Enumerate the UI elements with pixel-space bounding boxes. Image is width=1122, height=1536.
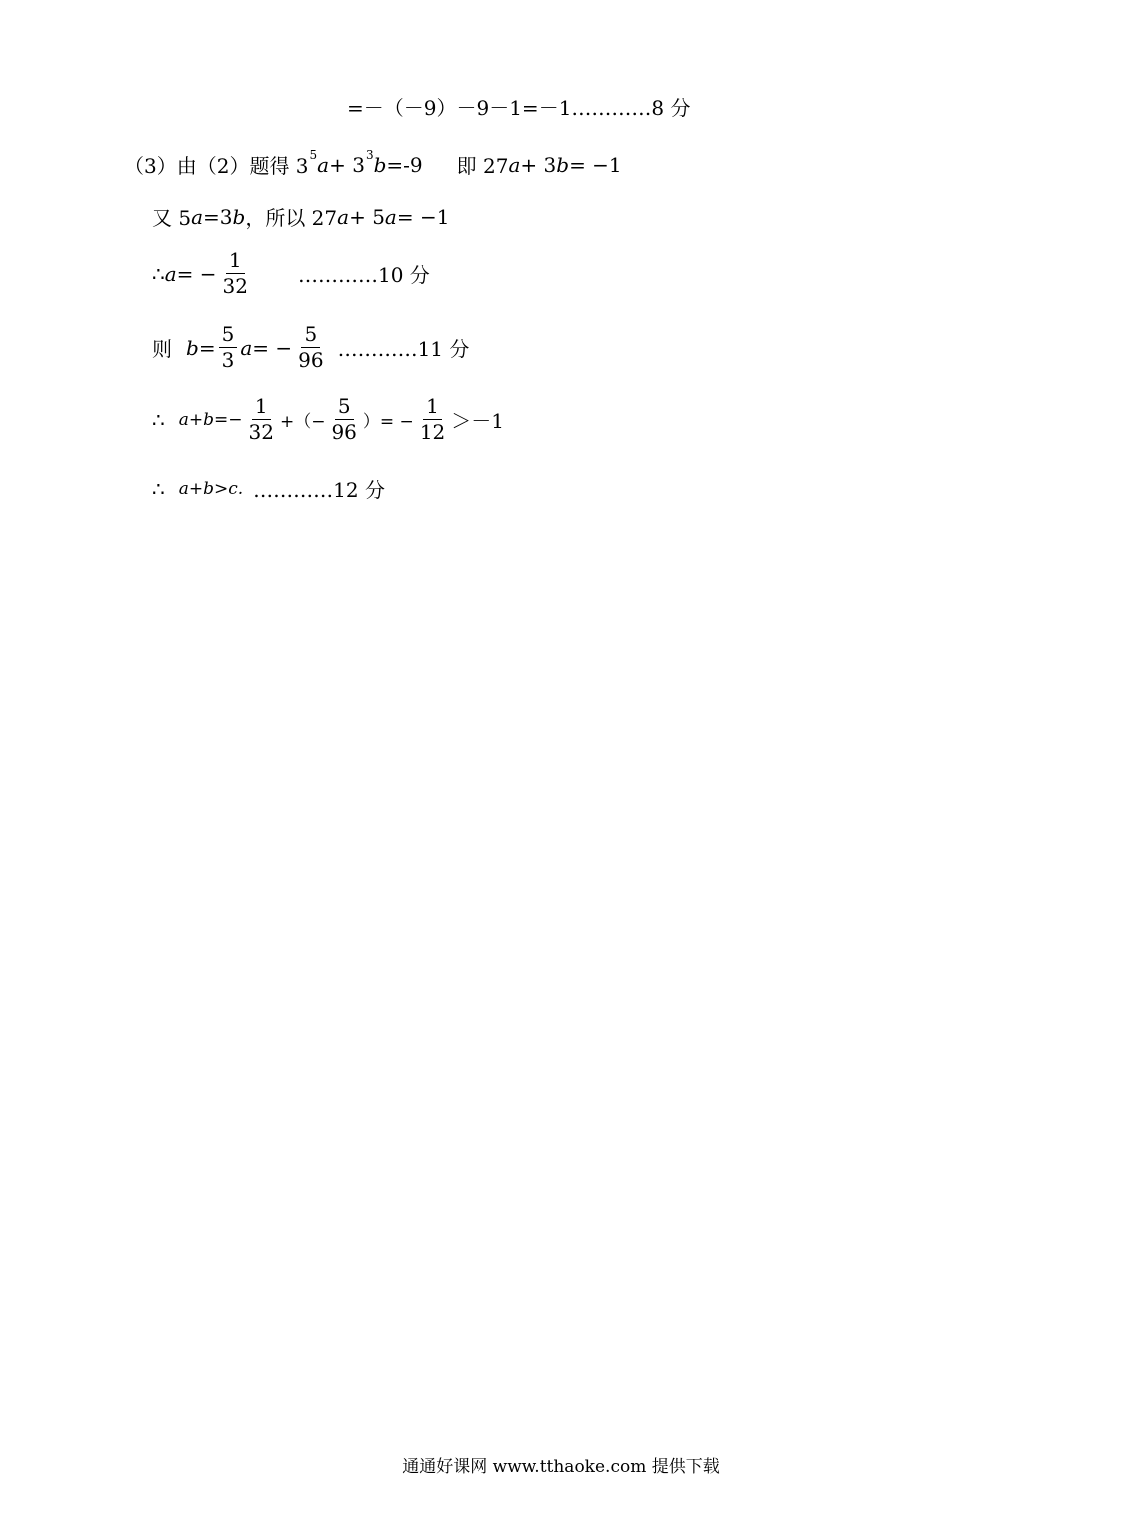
- exponent-5: 5: [309, 147, 318, 162]
- line-2-prefix: （3）由（2）题得 3: [124, 154, 309, 178]
- var-b: b: [186, 335, 199, 360]
- greater-than-neg1: ＞－1: [451, 409, 504, 433]
- sum-a-b: a+b: [178, 409, 214, 430]
- solution-line-3: [152, 202, 449, 231]
- solution-line-1: [347, 92, 691, 121]
- inequality-a-b-c: a+b>c.: [178, 478, 244, 499]
- score-10: …………10 分: [298, 263, 430, 287]
- you-5: 又 5: [152, 206, 192, 230]
- solution-line-6: [152, 396, 504, 443]
- page-footer: 通通好课网 www.tthaoke.com 提供下载: [402, 1457, 720, 1477]
- equals-neg1: = −1: [569, 152, 622, 177]
- fraction-5-96: $\frac{5}{96}$: [298, 322, 324, 372]
- plus-paren: +（−: [279, 412, 326, 432]
- plus-5: + 5: [349, 204, 385, 229]
- solution-line-7: [152, 474, 385, 503]
- var-a: a: [240, 335, 253, 360]
- var-a: a: [337, 204, 350, 229]
- equals-neg9: =-9: [386, 152, 423, 177]
- fraction-5-96: $\frac{5}{96}$: [331, 394, 357, 444]
- fraction-1-32: $\frac{1}{32}$: [222, 248, 248, 298]
- var-b: b: [232, 204, 246, 229]
- equals-minus: = −: [252, 335, 293, 360]
- score-11: …………11 分: [337, 337, 470, 361]
- plus-3: + 3: [329, 152, 365, 177]
- var-a: a: [508, 152, 521, 177]
- var-a: a: [164, 261, 177, 286]
- equals-minus: =−: [214, 409, 243, 430]
- therefore-symbol: ∴: [152, 261, 165, 286]
- fraction-5-3: $\frac{5}{3}$: [219, 324, 238, 371]
- score-12: …………12 分: [253, 478, 385, 502]
- close-paren-equals: ）= −: [362, 412, 414, 432]
- suoyi-27: ，所以 27: [245, 206, 338, 230]
- solution-line-4: [152, 250, 430, 297]
- exponent-3: 3: [365, 147, 374, 162]
- var-a: a: [384, 204, 397, 229]
- solution-line-5: [152, 324, 469, 371]
- equals: =: [198, 335, 216, 360]
- ze-label: 则: [152, 337, 172, 361]
- line-1-text: =－（－9）－9－1=－1…………8 分: [347, 96, 691, 120]
- plus-3b: + 3: [520, 152, 557, 177]
- therefore-symbol: ∴: [152, 476, 165, 501]
- var-b: b: [556, 152, 570, 177]
- fraction-1-32: $\frac{1}{32}$: [248, 394, 274, 444]
- var-b: b: [373, 152, 387, 177]
- var-a: a: [317, 152, 330, 177]
- var-a: a: [191, 204, 204, 229]
- fraction-1-12: $\frac{1}{12}$: [419, 394, 446, 444]
- equals-3: =3: [203, 204, 233, 229]
- solution-line-2: [124, 147, 622, 179]
- equals-neg1: = −1: [396, 204, 450, 229]
- equals-minus: = −: [176, 261, 217, 286]
- therefore-symbol: ∴: [152, 407, 165, 432]
- ji-27: 即 27: [456, 154, 509, 178]
